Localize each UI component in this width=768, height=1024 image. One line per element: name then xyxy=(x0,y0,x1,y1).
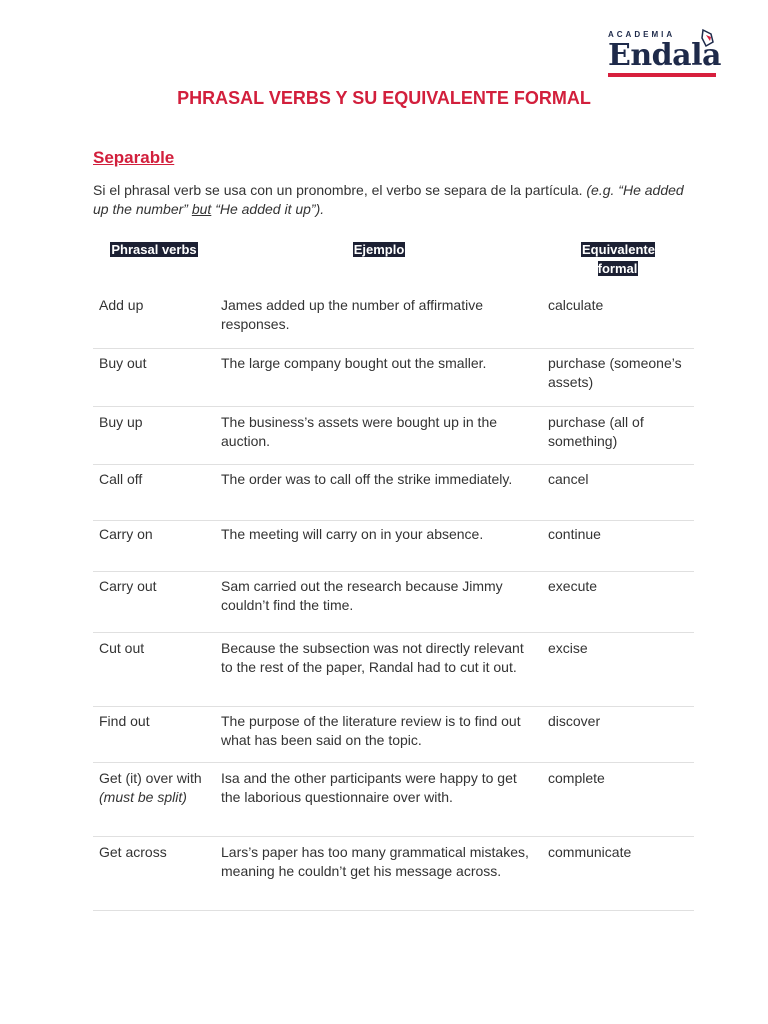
logo-name: Endala xyxy=(608,38,721,73)
intro-example-but: but xyxy=(191,201,212,217)
intro-paragraph xyxy=(93,181,693,219)
row-divider xyxy=(93,571,694,572)
header-equivalente-formal: Equivalente formal xyxy=(582,242,655,276)
row-formal: excise xyxy=(548,640,588,656)
row-example: The large company bought out the smaller. xyxy=(221,355,487,371)
row-formal: calculate xyxy=(548,297,604,313)
row-example: The business’s assets were bought up in the auction. xyxy=(221,414,498,449)
row-formal: continue xyxy=(548,526,601,542)
row-example: Isa and the other participants were happy to get the laborious questionnaire over with. xyxy=(221,770,517,805)
row-verb: Get (it) over with xyxy=(99,770,202,786)
row-divider xyxy=(93,520,694,521)
row-divider xyxy=(93,910,694,911)
row-example: Lars’s paper has too many grammatical mistakes, meaning he couldn’t get his message across. xyxy=(221,844,529,879)
row-formal: purchase (someone’s assets) xyxy=(548,355,682,390)
row-example: Sam carried out the research because Jimmy couldn’t find the time. xyxy=(221,578,503,613)
row-verb: Get across xyxy=(99,844,167,860)
logo-mark-icon xyxy=(700,28,716,48)
academia-endala-logo xyxy=(606,28,721,80)
row-verb-note: (must be split) xyxy=(99,789,187,805)
row-formal: execute xyxy=(548,578,598,594)
logo-top-text: ACADEMIA xyxy=(608,30,676,39)
page-title: PHRASAL VERBS Y SU EQUIVALENTE FORMAL xyxy=(177,88,591,108)
row-example: The order was to call off the strike immediately. xyxy=(221,471,513,487)
row-divider xyxy=(93,632,694,633)
intro-text: Si el phrasal verb se usa con un pronombre, el verbo se separa de la partícula. xyxy=(93,182,587,198)
row-example: The purpose of the literature review is to find out what has been said on the topic. xyxy=(221,713,521,748)
row-verb: Cut out xyxy=(99,640,145,656)
row-example: James added up the number of affirmative responses. xyxy=(221,297,484,332)
row-verb: Carry on xyxy=(99,526,153,542)
row-example: Because the subsection was not directly relevant to the rest of the paper, Randal had to cut it out. xyxy=(221,640,524,675)
row-formal: purchase (all of something) xyxy=(548,414,644,449)
row-divider xyxy=(93,762,694,763)
header-ejemplo: Ejemplo xyxy=(353,242,405,257)
row-verb: Buy out xyxy=(99,355,147,371)
row-divider xyxy=(93,464,694,465)
row-divider xyxy=(93,706,694,707)
row-formal: complete xyxy=(548,770,605,786)
row-divider xyxy=(93,406,694,407)
row-formal: communicate xyxy=(548,844,632,860)
intro-example-b: “He added it up”). xyxy=(211,201,325,217)
logo-underline xyxy=(608,73,716,77)
row-verb: Carry out xyxy=(99,578,157,594)
row-example: The meeting will carry on in your absence. xyxy=(221,526,484,542)
section-title: Separable xyxy=(93,148,175,167)
row-verb: Buy up xyxy=(99,414,143,430)
row-formal: discover xyxy=(548,713,601,729)
row-verb: Add up xyxy=(99,297,144,313)
row-verb: Call off xyxy=(99,471,143,487)
row-verb-cell xyxy=(99,769,211,807)
intro-example-a: (e.g. “He added up the number” xyxy=(93,182,684,217)
row-verb: Find out xyxy=(99,713,150,729)
row-divider xyxy=(93,348,694,349)
row-formal: cancel xyxy=(548,471,589,487)
header-phrasal-verbs: Phrasal verbs xyxy=(111,242,197,257)
row-divider xyxy=(93,836,694,837)
